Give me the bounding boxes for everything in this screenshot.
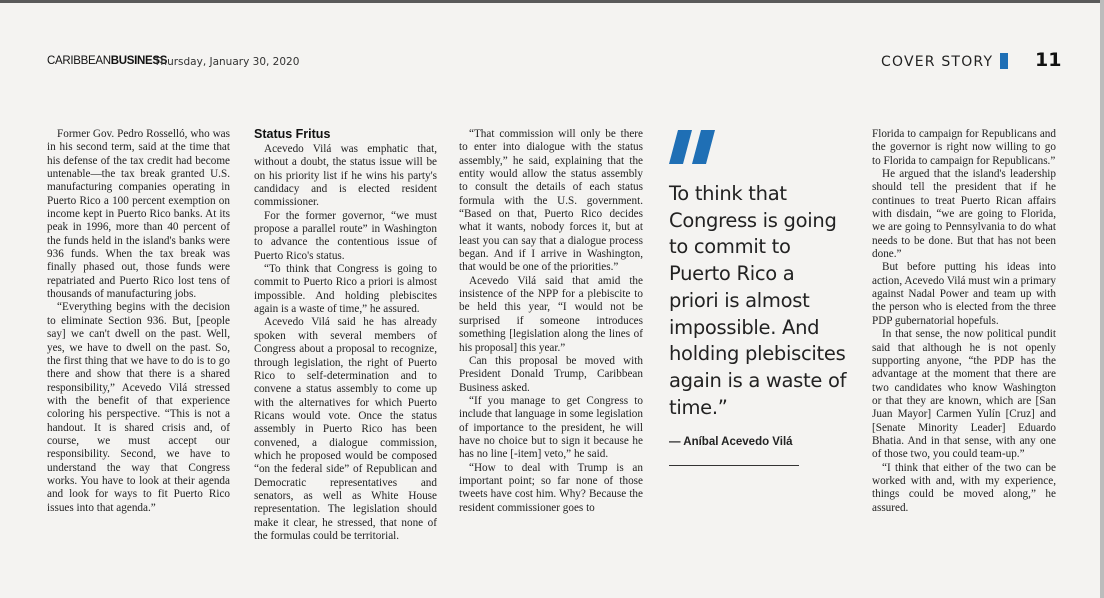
paragraph: He argued that the island's leadership should tell the president that if he continues to treat Puerto Rican affairs with disdain, “we are going to Florida, we are going to Pennsylvania to do what needs to be done. But that has not been done.” (872, 168, 1056, 261)
paragraph: “I think that either of the two can be worked with and, with my experience, things could be moved along,” he assured. (872, 461, 1056, 514)
subheading: Status Fritus (254, 127, 331, 141)
page-number: 11 (1035, 49, 1062, 71)
issue-date: Thursday, January 30, 2020 (154, 56, 300, 68)
section-label: COVER STORY (881, 54, 994, 70)
paragraph: Acevedo Vilá was emphatic that, without a doubt, the status issue will be on his priority list if he wins his party's candidacy and is elected resident commissioner. (254, 143, 437, 209)
paragraph: “That commission will only be there to enter into dialogue with the status assembly,” he said, explaining that the entity would allow the status assembly to consult the details of each status formula with the U.S. government. “Based on that, Puerto Rico decides what it wants, nobody forces it, but at least you can say that a dialogue process began. And if I arrive in Washington, that would be one of the priorities.” (459, 128, 643, 274)
paragraph: But before putting his ideas into action, Acevedo Vilá must win a primary against Nadal Power and team up with the person who is elected from the three PDP gubernatorial hopefuls. (872, 261, 1056, 327)
paragraph: Acevedo Vilá said he has already spoken with several members of Congress about a proposal to recognize, through legislation, the right of Puerto Rico to self-determination and to convene a status assembly to come up with the alternatives for which Puerto Ricans would vote. Once the status assembly in Puerto Rico has been convened, a dialogue commission, which he proposed would be composed “on the federal side” of Republican and Democratic representatives and senators, as well as White House representation. The legislation should make it clear, he stressed, that none of the formulas could be territorial. (254, 316, 437, 542)
section-accent-bar (1000, 53, 1008, 69)
paragraph: “How to deal with Trump is an important point; so far none of those tweets have cost him. Why? Because the resident commissioner goes to (459, 461, 643, 514)
page-edge-right (1100, 0, 1104, 598)
article-column-3 (459, 128, 643, 515)
pull-quote-attribution: — Aníbal Acevedo Vilá (669, 436, 793, 449)
logo-part-a: CARIBBEAN (47, 55, 111, 67)
publication-logo (47, 55, 167, 67)
page-edge-top (0, 0, 1104, 3)
paragraph: Former Gov. Pedro Rosselló, who was in his second term, said at the time that his defense of the tax credit had become untenable—the tax break granted U.S. manufacturing companies operating in Puerto Rico a 100 percent exemption on income kept in Puerto Rico banks. At its peak in 1996, more than 40 percent of the funds held in the island's banks were 936 funds. When the tax break was finally phased out, those funds were repatriated and Puerto Rico lost tens of thousands of manufacturing jobs. (47, 128, 230, 301)
pull-quote (669, 130, 849, 466)
attribution-divider (669, 465, 799, 466)
paragraph: For the former governor, “we must propose a parallel route” in Washington to advance the contentious issue of Puerto Rico's status. (254, 209, 437, 262)
paragraph: “If you manage to get Congress to include that language in some legislation of importance to the president, he will have no choice but to sign it because he has no line [-item] veto,” he said. (459, 394, 643, 461)
paragraph: Can this proposal be moved with President Donald Trump, Caribbean Business asked. (459, 354, 643, 394)
paragraph: Florida to campaign for Republicans and the governor is right now willing to go to Florida to campaign for Republicans.” (872, 128, 1056, 167)
paragraph: Acevedo Vilá said that amid the insistence of the NPP for a plebiscite to be held this year, “I would not be surprised if someone introduces something [legislation along the lines of his proposal] this year.” (459, 274, 643, 354)
article-column-4 (872, 128, 1056, 515)
page-header (47, 49, 1062, 76)
paragraph: “Everything begins with the decision to eliminate Section 936. But, [people say] we can't dwell on the past. Well, yes, we have to dwell on the past. So, the first thing that we have to do is to go there and show that there is a shared responsibility,” Acevedo Vilá stressed with the benefit of that experience coloring his perspective. “This is not a handout. It is shared crisis and, of course, we must accept our responsibility. Second, we have to understand the way that Congress works. You have to look at their agenda and look for ways to fit Puerto Rico issues into that agenda.” (47, 301, 230, 514)
paragraph: In that sense, the now political pundit said that although he is not openly supporting anyone, “the PDP has the advantage at the moment that there are two candidates who know Washington or that they are known, which are [San Juan Mayor] Carmen Yulín [Cruz] and [Senate Minority Leader] Eduardo Bhatia. And in that sense, with any one of those two, you could team-up.” (872, 328, 1056, 461)
paragraph: “To think that Congress is going to commit to Puerto Rico a priori is almost impossible. And holding plebiscites again is a waste of time,” he assured. (254, 263, 437, 316)
article-column-1 (47, 128, 230, 515)
article-column-2 (254, 128, 437, 543)
logo-part-b: BUSINESS (110, 55, 168, 67)
pull-quote-text: To think that Congress is going to commit to Puerto Rico a priori is almost impossible. And holding plebiscites again is a waste of time.” (669, 182, 847, 419)
quote-icon (669, 130, 719, 166)
